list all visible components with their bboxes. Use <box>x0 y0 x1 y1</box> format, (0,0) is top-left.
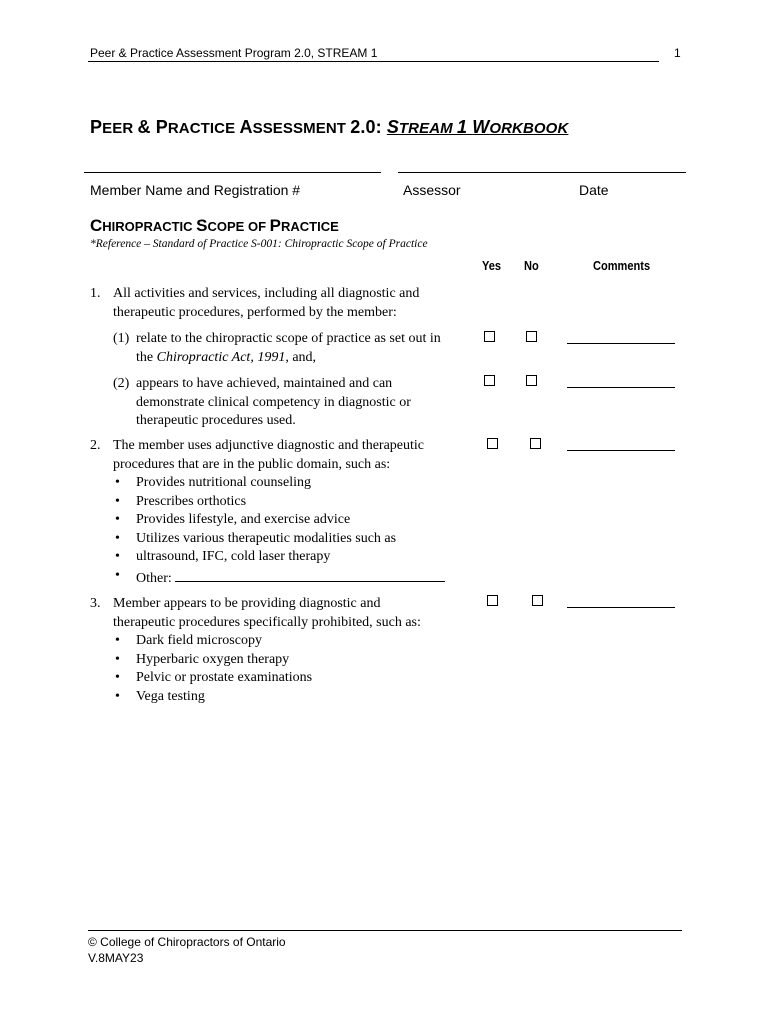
question-2-list <box>113 474 445 588</box>
list-item: • Prescribes orthotics <box>113 493 445 512</box>
q2-comment-line[interactable] <box>567 450 675 451</box>
assessor-date-line[interactable] <box>398 172 686 173</box>
q3-no-checkbox[interactable] <box>532 595 543 606</box>
page-number: 1 <box>674 46 681 60</box>
version: V.8MAY23 <box>88 951 144 965</box>
question-1 <box>90 285 470 325</box>
q1-2-comment-line[interactable] <box>567 387 675 388</box>
question-2: 2. The member uses adjunctive diagnostic and therapeutic procedures that are in the public domain, such as: • Provides nutritional counseling • Prescribes orthotics • Provides lifestyle, and exercise advice • Utilizes various therapeutic modalities such as • ultrasound, IFC, cold laser therapy • Other: <box>90 437 470 587</box>
q3-comment-line[interactable] <box>567 607 675 608</box>
header-rule <box>88 61 659 62</box>
assessor-label: Assessor <box>403 182 461 198</box>
running-header: Peer & Practice Assessment Program 2.0, STREAM 1 <box>90 46 378 60</box>
q2-yes-checkbox[interactable] <box>487 438 498 449</box>
list-item: • Provides nutritional counseling <box>113 474 445 493</box>
list-item-other: • Other: <box>113 567 445 589</box>
question-2-number: 2. <box>90 438 101 453</box>
question-1-line-2: therapeutic procedures, performed by the member: <box>113 304 397 320</box>
question-1-line-1: All activities and services, including all diagnostic and <box>113 286 420 301</box>
question-3: 3. Member appears to be providing diagnostic and therapeutic procedures specifically prohibited, such as: • Dark field microscopy • Hyperbaric oxygen therapy • Pelvic or prostate examinations • Vega testing <box>90 595 470 710</box>
q1-1-comment-line[interactable] <box>567 343 675 344</box>
q1-2-no-checkbox[interactable] <box>526 375 537 386</box>
section-title: CHIROPRACTIC SCOPE OF PRACTICE <box>90 216 339 235</box>
q2-no-checkbox[interactable] <box>530 438 541 449</box>
footer-rule <box>88 930 682 931</box>
q1-1-yes-checkbox[interactable] <box>484 331 495 342</box>
q1-1-no-checkbox[interactable] <box>526 331 537 342</box>
reference-note: *Reference – Standard of Practice S-001: Chiropractic Scope of Practice <box>90 238 428 250</box>
copyright: © College of Chiropractors of Ontario <box>88 935 286 949</box>
document-title: PEER & PRACTICE ASSESSMENT 2.0: STREAM 1 WORKBOOK <box>90 117 569 137</box>
yes-column-header: Yes <box>482 258 502 273</box>
q1-2-yes-checkbox[interactable] <box>484 375 495 386</box>
question-1-sub-2: (2) appears to have achieved, maintained and can demonstrate clinical competency in diagnostic or therapeutic procedures used. <box>113 376 411 428</box>
list-item: • Provides lifestyle, and exercise advice <box>113 511 445 530</box>
list-item: • Vega testing <box>113 688 312 707</box>
list-item: • Dark field microscopy <box>113 632 312 651</box>
question-1-sub-1: (1) relate to the chiropractic scope of practice as set out in the Chiropractic Act, 1991, and, <box>113 331 441 365</box>
question-3-number: 3. <box>90 596 101 611</box>
other-input-line[interactable] <box>175 567 445 582</box>
no-column-header: No <box>524 258 539 273</box>
list-item: • Hyperbaric oxygen therapy <box>113 651 312 670</box>
member-name-label: Member Name and Registration # <box>90 182 301 198</box>
list-item: • Utilizes various therapeutic modalities such as <box>113 530 445 549</box>
question-3-list <box>113 632 312 706</box>
question-1-number: 1. <box>90 286 101 301</box>
footer <box>88 934 286 966</box>
list-item-continuation: • ultrasound, IFC, cold laser therapy <box>113 548 445 567</box>
date-label: Date <box>579 182 609 198</box>
list-item: • Pelvic or prostate examinations <box>113 669 312 688</box>
q3-yes-checkbox[interactable] <box>487 595 498 606</box>
member-signature-line[interactable] <box>84 172 381 173</box>
comments-column-header: Comments <box>593 258 651 273</box>
